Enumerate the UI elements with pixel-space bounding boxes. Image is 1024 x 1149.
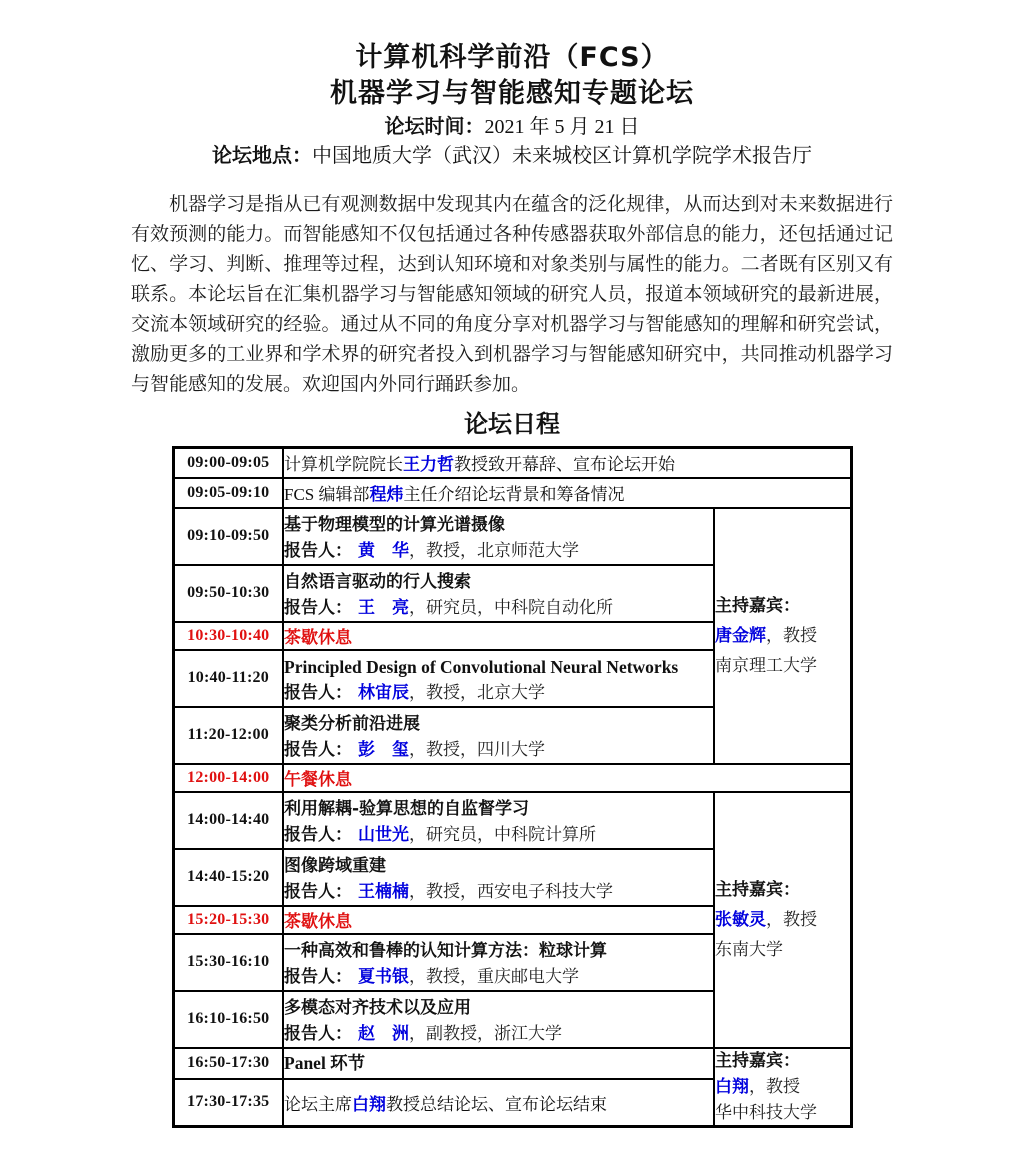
time-cell: 09:05-09:10 xyxy=(173,478,283,508)
session-text: 教授致开幕辞、宣布论坛开始 xyxy=(454,455,675,475)
time-cell: 12:00-14:00 xyxy=(173,764,283,792)
moderator-title: ，教授 xyxy=(766,909,817,929)
time-cell: 10:30-10:40 xyxy=(173,622,283,650)
time-cell: 17:30-17:35 xyxy=(173,1079,283,1126)
break-cell xyxy=(283,764,851,792)
moderator-name: 唐金辉 xyxy=(715,625,766,646)
session-cell xyxy=(283,849,714,906)
speaker-label: 报告人： xyxy=(284,597,352,618)
speaker-name: 山世光 xyxy=(358,824,409,845)
time-cell: 14:40-15:20 xyxy=(173,849,283,906)
speaker-affiliation: ，教授，重庆邮电大学 xyxy=(409,966,579,986)
speaker-line xyxy=(284,737,713,763)
speaker-affiliation: ，研究员，中科院计算所 xyxy=(409,824,596,844)
talk-title: Principled Design of Convolutional Neural Networks xyxy=(284,656,679,677)
time-cell: 09:00-09:05 xyxy=(173,448,283,478)
time-cell: 16:10-16:50 xyxy=(173,991,283,1048)
moderator-label: 主持嘉宾： xyxy=(715,879,800,900)
speaker-line xyxy=(284,1021,713,1047)
intro-paragraph: 机器学习是指从已有观测数据中发现其内在蕴含的泛化规律，从而达到对未来数据进行有效预测的能力。而智能感知不仅包括通过各种传感器获取外部信息的能力，还包括通过记忆、学习、判断、推理等过程，达到认知环境和对象类别与属性的能力。二者既有区别又有联系。本论坛旨在汇集机器学习与智能感知领域的研究人员，报道本领域研究的最新进展，交流本领域研究的经验。通过从不同的角度分享对机器学习与智能感知的理解和研究尝试，激励更多的工业界和学术界的研究者投入到机器学习与智能感知研究中，共同推动机器学习与智能感知的发展。欢迎国内外同行踊跃参加。 xyxy=(131,194,893,395)
speaker-name: 赵 洲 xyxy=(358,1023,409,1044)
speaker-label: 报告人： xyxy=(284,881,352,902)
session-text: 论坛主席 xyxy=(284,1094,352,1114)
session-cell xyxy=(283,991,714,1048)
moderator-cell-afternoon xyxy=(714,792,851,1048)
time-cell: 14:00-14:40 xyxy=(173,792,283,849)
schedule-row-opening xyxy=(173,448,851,478)
speaker-line xyxy=(284,595,713,621)
session-cell xyxy=(283,934,714,991)
session-cell xyxy=(283,1079,714,1126)
moderator-affiliation: 东南大学 xyxy=(715,939,783,959)
schedule-row-intro xyxy=(173,478,851,508)
session-cell xyxy=(283,1048,714,1080)
speaker-line xyxy=(284,538,713,564)
speaker-label: 报告人： xyxy=(284,540,352,561)
break-cell xyxy=(283,906,714,934)
break-label: 茶歇休息 xyxy=(284,628,352,648)
speaker-line xyxy=(284,964,713,990)
time-cell: 10:40-11:20 xyxy=(173,650,283,707)
speaker-label: 报告人： xyxy=(284,824,352,845)
document-header xyxy=(0,0,1024,170)
session-cell xyxy=(283,448,851,478)
speaker-line xyxy=(284,680,713,706)
schedule-title: 论坛日程 xyxy=(464,410,560,438)
moderator-name-line xyxy=(715,621,850,651)
speaker-affiliation: ，教授，北京大学 xyxy=(409,682,545,702)
schedule-row-talk xyxy=(173,792,851,849)
speaker-label: 报告人： xyxy=(284,739,352,760)
talk-title: 图像跨域重建 xyxy=(284,855,386,876)
moderator-cell-closing xyxy=(714,1048,851,1127)
speaker-name: 王楠楠 xyxy=(358,881,409,902)
break-label: 茶歇休息 xyxy=(284,912,352,932)
session-cell xyxy=(283,707,714,764)
panel-label: Panel 环节 xyxy=(284,1053,366,1074)
time-cell: 09:50-10:30 xyxy=(173,565,283,622)
forum-time-line xyxy=(0,112,1024,141)
forum-time-label: 论坛时间： xyxy=(384,114,485,138)
speaker-label: 报告人： xyxy=(284,682,352,703)
moderator-name-line xyxy=(715,905,850,935)
talk-title: 自然语言驱动的行人搜索 xyxy=(284,571,471,592)
moderator-name: 张敏灵 xyxy=(715,909,766,930)
session-cell xyxy=(283,792,714,849)
speaker-affiliation: ，研究员，中科院自动化所 xyxy=(409,597,613,617)
session-text: 教授总结论坛、宣布论坛结束 xyxy=(386,1094,607,1114)
schedule-row-talk xyxy=(173,508,851,565)
session-text: 主任介绍论坛背景和筹备情况 xyxy=(403,485,625,504)
schedule-row-panel xyxy=(173,1048,851,1080)
speaker-affiliation: ，教授，北京师范大学 xyxy=(409,540,579,560)
forum-time-value: 2021 年 5 月 21 日 xyxy=(484,116,640,138)
session-cell xyxy=(283,508,714,565)
doc-title-line1: 计算机科学前沿（FCS） xyxy=(355,42,669,73)
speaker-line xyxy=(284,879,713,905)
time-cell: 16:50-17:30 xyxy=(173,1048,283,1080)
moderator-affiliation: 南京理工大学 xyxy=(715,655,817,675)
speaker-name: 林宙辰 xyxy=(358,682,409,703)
session-text: 计算机学院院长 xyxy=(284,455,403,475)
speaker-name: 王 亮 xyxy=(358,597,409,618)
break-label: 午餐休息 xyxy=(284,770,352,790)
speaker-name: 彭 玺 xyxy=(358,739,409,760)
time-cell: 09:10-09:50 xyxy=(173,508,283,565)
session-cell xyxy=(283,650,714,707)
speaker-name: 黄 华 xyxy=(358,540,409,561)
talk-title: 聚类分析前沿进展 xyxy=(284,713,420,734)
session-text: FCS 编辑部 xyxy=(284,485,370,504)
speaker-label: 报告人： xyxy=(284,966,352,987)
doc-title-line2: 机器学习与智能感知专题论坛 xyxy=(330,78,694,109)
forum-venue-label: 论坛地点： xyxy=(212,143,312,167)
moderator-name-line xyxy=(715,1074,850,1100)
moderator-title: ，教授 xyxy=(749,1076,800,1096)
session-cell xyxy=(283,478,851,508)
talk-title: 多模态对齐技术以及应用 xyxy=(284,997,471,1018)
time-cell: 15:20-15:30 xyxy=(173,906,283,934)
time-cell: 11:20-12:00 xyxy=(173,707,283,764)
moderator-title: ，教授 xyxy=(766,625,817,645)
schedule-row-lunch-break xyxy=(173,764,851,792)
speaker-affiliation: ，教授，西安电子科技大学 xyxy=(409,881,613,901)
break-cell xyxy=(283,622,714,650)
moderator-label: 主持嘉宾： xyxy=(715,1050,800,1071)
talk-title: 一种高效和鲁棒的认知计算方法：粒球计算 xyxy=(284,940,607,961)
talk-title: 利用解耦-验算思想的自监督学习 xyxy=(284,798,530,819)
speaker-line xyxy=(284,822,713,848)
person-name: 王力哲 xyxy=(403,455,454,476)
speaker-affiliation: ，副教授，浙江大学 xyxy=(409,1023,562,1043)
time-cell: 15:30-16:10 xyxy=(173,934,283,991)
moderator-affiliation: 华中科技大学 xyxy=(715,1102,817,1122)
moderator-name: 白翔 xyxy=(715,1076,749,1097)
moderator-cell-morning xyxy=(714,508,851,764)
person-name: 程炜 xyxy=(369,485,404,505)
speaker-affiliation: ，教授，四川大学 xyxy=(409,739,545,759)
moderator-label: 主持嘉宾： xyxy=(715,595,800,616)
speaker-label: 报告人： xyxy=(284,1023,352,1044)
talk-title: 基于物理模型的计算光谱摄像 xyxy=(284,514,505,535)
speaker-name: 夏书银 xyxy=(358,966,409,987)
person-name: 白翔 xyxy=(352,1094,386,1115)
schedule-table xyxy=(172,446,853,1128)
session-cell xyxy=(283,565,714,622)
forum-venue-value: 中国地质大学（武汉）未来城校区计算机学院学术报告厅 xyxy=(312,145,812,167)
forum-venue-line xyxy=(0,141,1024,170)
